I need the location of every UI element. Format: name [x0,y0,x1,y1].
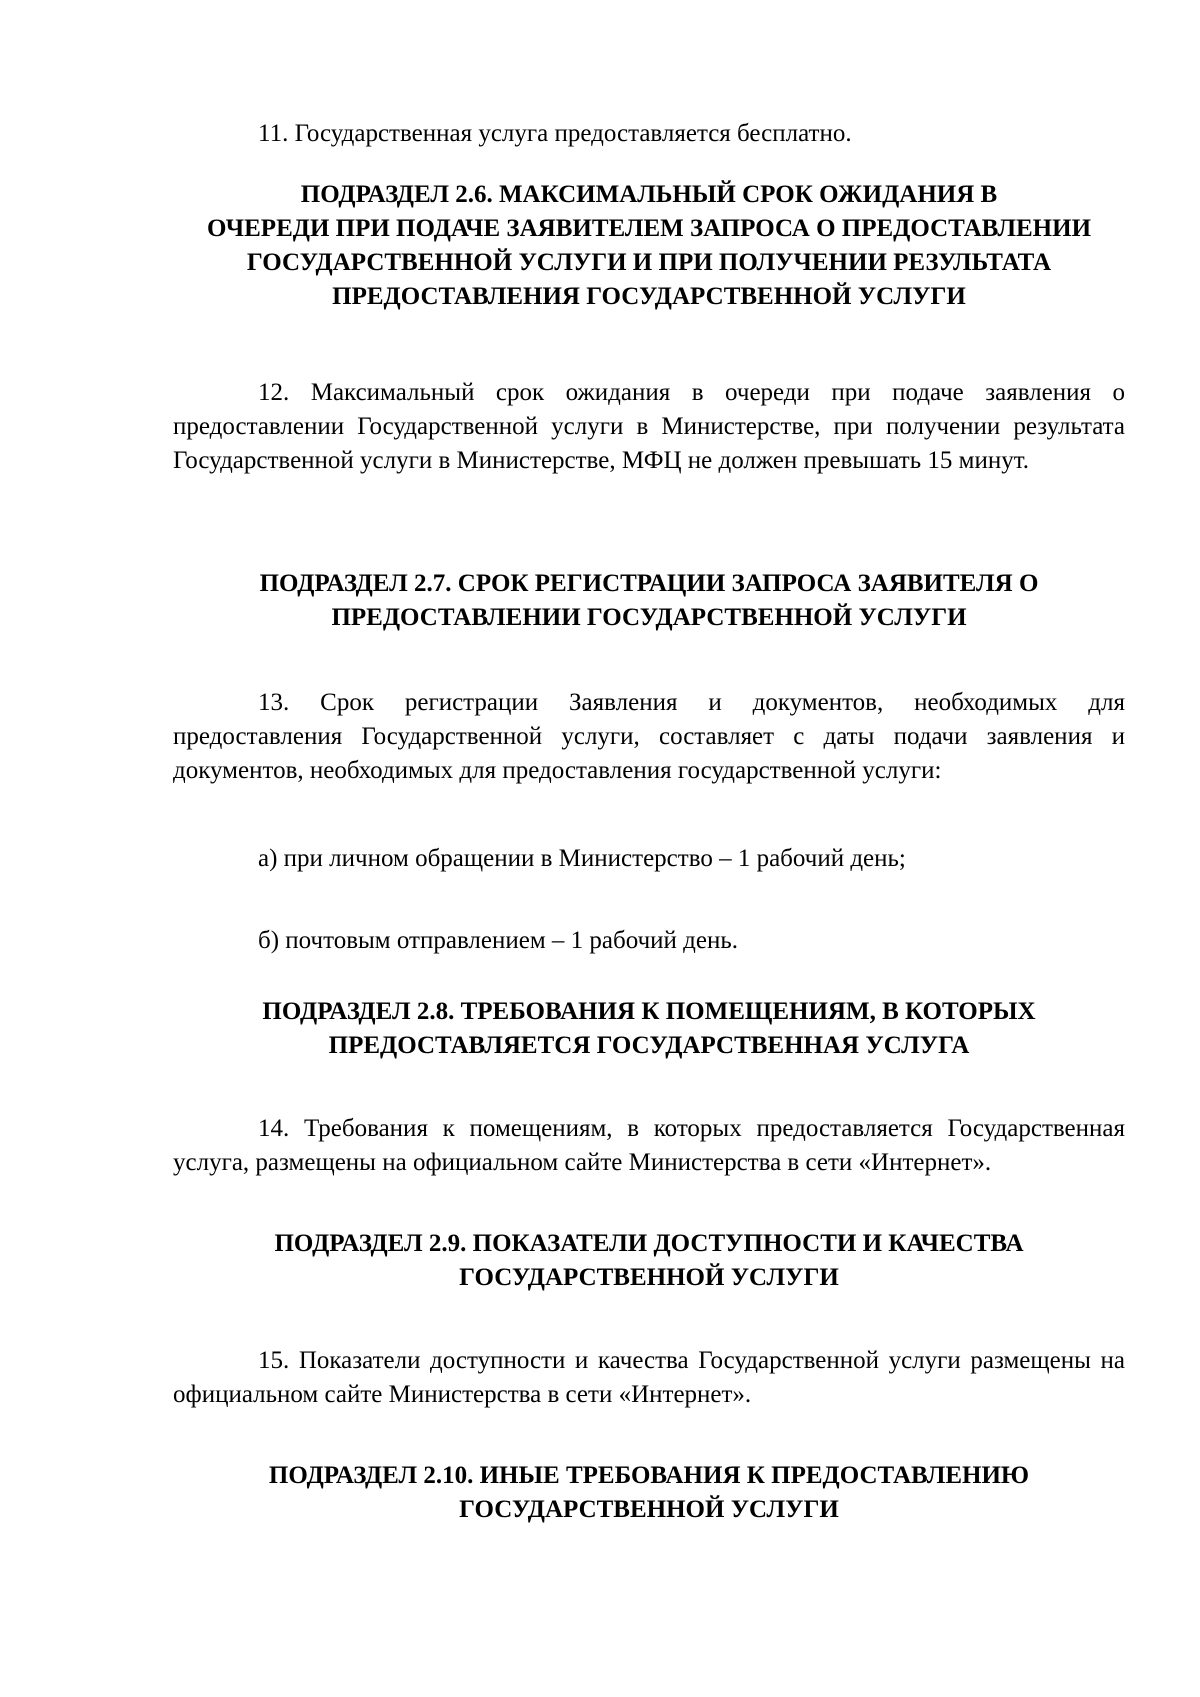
paragraph-13: 13. Срок регистрации Заявления и документов, необходимых для предоставления Государственной услуги, составляет с даты подачи заявления и документов, необходимых для предоставления государственной услуги: [173,689,1125,784]
heading-subsection-2-7 [173,567,1125,635]
heading-line: ПРЕДОСТАВЛЕНИЯ ГОСУДАРСТВЕННОЙ УСЛУГИ [332,283,966,310]
paragraph-14: 14. Требования к помещениям, в которых предоставляется Государственная услуга, размещены на официальном сайте Министерства в сети «Интернет». [173,1115,1125,1176]
heading-line: ПОДРАЗДЕЛ 2.10. ИНЫЕ ТРЕБОВАНИЯ К ПРЕДОСТАВЛЕНИЮ [268,1462,1030,1489]
heading-line: ГОСУДАРСТВЕННОЙ УСЛУГИ [459,1496,839,1523]
paragraph-11: 11. Государственная услуга предоставляется бесплатно. [258,120,852,147]
heading-line: ОЧЕРЕДИ ПРИ ПОДАЧЕ ЗАЯВИТЕЛЕМ ЗАПРОСА О ПРЕДОСТАВЛЕНИИ [206,215,1092,242]
paragraph-13-b: б) почтовым отправлением – 1 рабочий день. [258,927,739,954]
heading-subsection-2-6 [173,178,1125,314]
heading-subsection-2-10 [173,1459,1125,1527]
heading-line: ГОСУДАРСТВЕННОЙ УСЛУГИ [459,1264,839,1291]
paragraph-13-a: а) при личном обращении в Министерство – 1 рабочий день; [258,845,906,872]
paragraph-15: 15. Показатели доступности и качества Государственной услуги размещены на официальном сайте Министерства в сети «Интернет». [173,1347,1125,1408]
heading-line: ПОДРАЗДЕЛ 2.9. ПОКАЗАТЕЛИ ДОСТУПНОСТИ И КАЧЕСТВА [274,1230,1024,1257]
heading-line: ПОДРАЗДЕЛ 2.7. СРОК РЕГИСТРАЦИИ ЗАПРОСА ЗАЯВИТЕЛЯ О [259,570,1039,597]
paragraph-12: 12. Максимальный срок ожидания в очереди при подаче заявления о предоставлении Государственной услуги в Министерстве, при получении результата Государственной услуги в Министерстве, МФЦ не должен превышать 15 минут. [173,379,1125,474]
heading-line: ГОСУДАРСТВЕННОЙ УСЛУГИ И ПРИ ПОЛУЧЕНИИ РЕЗУЛЬТАТА [246,249,1052,276]
heading-line: ПОДРАЗДЕЛ 2.8. ТРЕБОВАНИЯ К ПОМЕЩЕНИЯМ, В КОТОРЫХ [262,998,1036,1025]
heading-line: ПРЕДОСТАВЛЕНИИ ГОСУДАРСТВЕННОЙ УСЛУГИ [331,604,967,631]
heading-subsection-2-9 [173,1227,1125,1295]
heading-subsection-2-8 [173,995,1125,1063]
heading-line: ПОДРАЗДЕЛ 2.6. МАКСИМАЛЬНЫЙ СРОК ОЖИДАНИЯ В [300,181,998,208]
heading-line: ПРЕДОСТАВЛЯЕТСЯ ГОСУДАРСТВЕННАЯ УСЛУГА [328,1032,970,1059]
